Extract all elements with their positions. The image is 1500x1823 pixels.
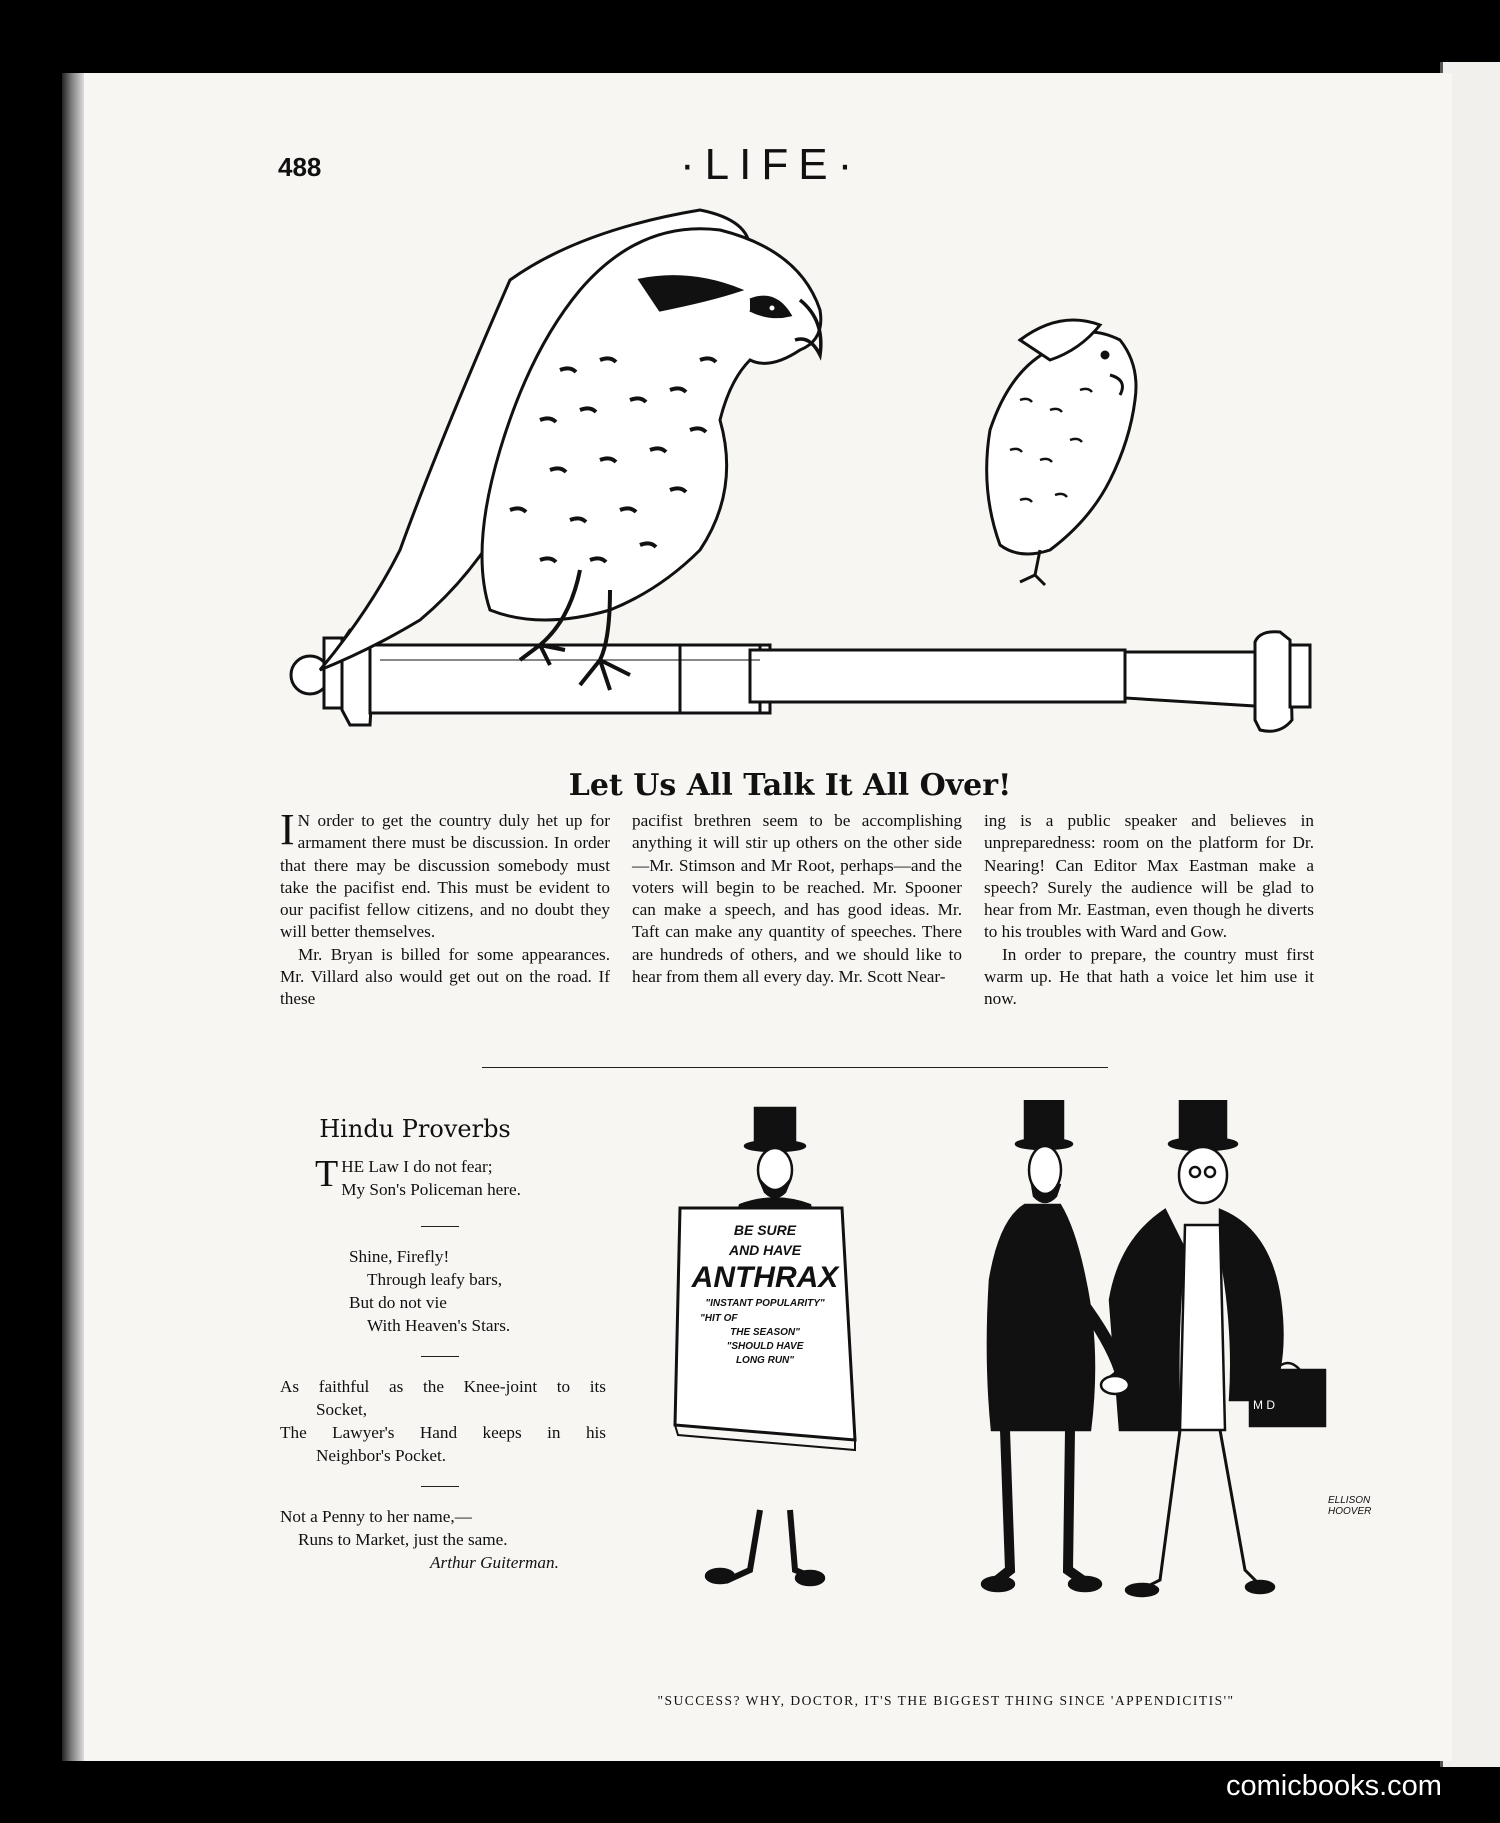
sandwich-board-sign xyxy=(690,1220,840,1368)
poem-line: My Son's Policeman here. xyxy=(341,1180,521,1199)
small-bird-drawing xyxy=(987,320,1136,585)
section-divider xyxy=(482,1067,1108,1068)
masthead-dot-right: · xyxy=(837,140,863,189)
poem-line: HE Law I do not fear; xyxy=(341,1157,493,1176)
article-column-2 xyxy=(632,810,962,988)
article-paragraph: Mr. Bryan is billed for some appearances. Mr. Villard also would get out on the road. If these xyxy=(280,944,610,1009)
article-headline: Let Us All Talk It All Over! xyxy=(568,768,1012,803)
masthead-dot-left: · xyxy=(680,140,705,189)
large-eagle-drawing xyxy=(320,210,821,690)
poem-line: But do not vie xyxy=(349,1293,447,1312)
paragraph-text: N order to get the country duly het up for armament there must be discussion. In order that there may be discussion somebody must take the pacifist end. This must be evident to our pacifist fellow citizens, and no doubt they will better themselves. xyxy=(280,811,610,942)
masthead xyxy=(680,140,862,190)
article-paragraph: ing is a public speaker and believes in unpreparedness: room on the platform for Dr. Nearing! Can Editor Max Eastman make a speech? Surely the audience will be glad to hear from Mr. Eastman, even though he diverts to his troubles with Ward and Gow. xyxy=(984,811,1314,942)
article-paragraph: In order to prepare, the country must first warm up. He that hath a voice let him use it now. xyxy=(984,944,1314,1009)
drop-cap: I xyxy=(280,805,295,854)
article-paragraph: pacifist brethren seem to be accomplishing anything it will stir up others on the other side—Mr. Stimson and Mr Root, perhaps—and the voters will begin to be reached. Mr. Spooner can make a speech, and has good ideas. Mr. Taft can make any quantity of speeches. There are hundreds of others, and we should like to hear from them all every day. Mr. Scott Near- xyxy=(632,811,962,987)
doctors-cartoon-illustration xyxy=(620,1100,1340,1690)
telescope-drawing xyxy=(291,630,1310,731)
sign-line: AND HAVE xyxy=(728,1242,802,1258)
poem-separator xyxy=(421,1356,459,1357)
page-spine xyxy=(62,73,84,1761)
article-column-1 xyxy=(280,805,610,1011)
stout-doctor-drawing xyxy=(1110,1100,1325,1596)
signature-line: ELLISON xyxy=(1328,1495,1371,1506)
sign-line: "INSTANT POPULARITY" xyxy=(705,1298,825,1309)
poem-stanza-2 xyxy=(349,1245,510,1337)
poem-line: Shine, Firefly! xyxy=(349,1247,450,1266)
article-paragraph xyxy=(280,805,610,944)
cartoon-caption: "SUCCESS? WHY, DOCTOR, IT'S THE BIGGEST THING SINCE 'APPENDICITIS'" xyxy=(657,1693,1235,1708)
poem-stanza-3 xyxy=(280,1375,606,1467)
handshake-drawing xyxy=(1101,1376,1129,1394)
sign-line: "HIT OF xyxy=(700,1313,738,1324)
sign-line: THE SEASON" xyxy=(730,1327,800,1338)
poem-separator xyxy=(421,1486,459,1487)
watermark: comicbooks.com xyxy=(1226,1770,1442,1802)
poem-line: As faithful as the Knee-joint to its xyxy=(280,1377,606,1396)
article-column-3 xyxy=(984,810,1314,1011)
poem-stanza-4 xyxy=(280,1505,559,1574)
sign-line: "SHOULD HAVE xyxy=(726,1341,804,1352)
poem-line: Runs to Market, just the same. xyxy=(298,1530,508,1549)
signature-line: HOOVER xyxy=(1328,1506,1372,1517)
poem-title: Hindu Proverbs xyxy=(319,1115,511,1143)
poem-line: The Lawyer's Hand keeps in his xyxy=(280,1423,606,1442)
sign-line: LONG RUN" xyxy=(735,1355,795,1366)
poem-line: Through leafy bars, xyxy=(367,1270,503,1289)
poem-separator xyxy=(421,1226,459,1227)
doctor-bag-label: M D xyxy=(1253,1398,1275,1412)
poem-line: Neighbor's Pocket. xyxy=(316,1446,447,1465)
poem-author: Arthur Guiterman. xyxy=(430,1553,559,1572)
masthead-title: LIFE xyxy=(704,140,838,189)
poem-stanza-1 xyxy=(315,1153,521,1201)
page-number: 488 xyxy=(278,152,322,182)
sign-product: ANTHRAX xyxy=(691,1261,839,1294)
sign-line: BE SURE xyxy=(733,1222,797,1238)
poem-line: Socket, xyxy=(316,1400,368,1419)
artist-signature xyxy=(1328,1495,1371,1517)
thin-doctor-drawing xyxy=(982,1100,1120,1591)
birds-on-telescope-illustration xyxy=(280,190,1320,750)
poem-line: With Heaven's Stars. xyxy=(367,1316,511,1335)
poem-line: Not a Penny to her name,— xyxy=(280,1507,472,1526)
drop-cap: T xyxy=(315,1153,339,1195)
